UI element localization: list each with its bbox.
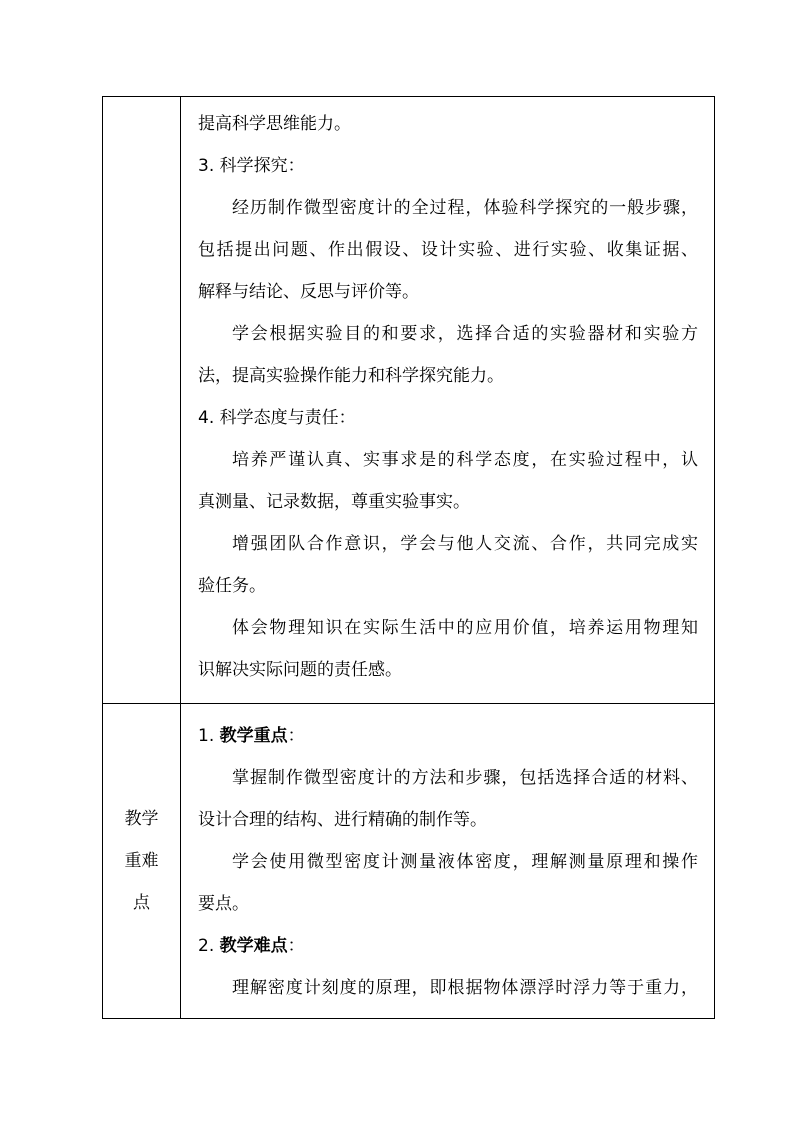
text-line: 学会根据实验目的和要求，选择合适的实验器材和实验方 <box>232 324 698 344</box>
text-line: 培养严谨认真、实事求是的科学态度，在实验过程中，认 <box>232 450 698 470</box>
text-line: 体会物理知识在实际生活中的应用价值，培养运用物理知 <box>232 618 698 638</box>
text-line: 增强团队合作意识，学会与他人交流、合作，共同完成实 <box>232 534 698 554</box>
label-line: 点 <box>133 893 150 913</box>
text-line: 理解密度计刻度的原理，即根据物体漂浮时浮力等于重力， <box>232 978 698 998</box>
text-line: 包括提出问题、作出假设、设计实验、进行实验、收集证据、 <box>198 240 698 260</box>
text-line: 解释与结论、反思与评价等。 <box>198 282 419 302</box>
section-heading-difficult-points: 2. 教学难点： <box>198 936 305 956</box>
label-line: 教学 <box>124 809 159 829</box>
section-heading-key-points: 1. 教学重点： <box>198 726 305 746</box>
text-line: 掌握制作微型密度计的方法和步骤，包括选择合适的材料、 <box>232 768 698 788</box>
text-line: 真测量、记录数据，尊重实验事实。 <box>198 492 470 512</box>
row-label-cell <box>103 97 181 703</box>
text-line: 学会使用微型密度计测量液体密度，理解测量原理和操作 <box>232 852 698 872</box>
text-line: 设计合理的结构、进行精确的制作等。 <box>198 810 487 830</box>
text-line: 经历制作微型密度计的全过程，体验科学探究的一般步骤， <box>232 198 698 218</box>
text-line: 法，提高实验操作能力和科学探究能力。 <box>198 366 504 386</box>
text-line: 要点。 <box>198 894 249 914</box>
text-line: 4. 科学态度与责任： <box>198 408 356 428</box>
text-line: 3. 科学探究： <box>198 156 305 176</box>
row-label-text <box>103 798 180 924</box>
row-content-cell <box>181 97 714 703</box>
row-content-cell <box>181 704 714 1018</box>
table-row-key-difficult-points <box>103 704 714 1018</box>
document-table <box>102 96 715 1019</box>
row-label-cell <box>103 704 181 1018</box>
label-line: 重难 <box>124 851 159 871</box>
text-line: 识解决实际问题的责任感。 <box>198 660 402 680</box>
table-row-objectives <box>103 97 714 704</box>
text-line: 提高科学思维能力。 <box>198 114 351 134</box>
text-line: 验任务。 <box>198 576 266 596</box>
